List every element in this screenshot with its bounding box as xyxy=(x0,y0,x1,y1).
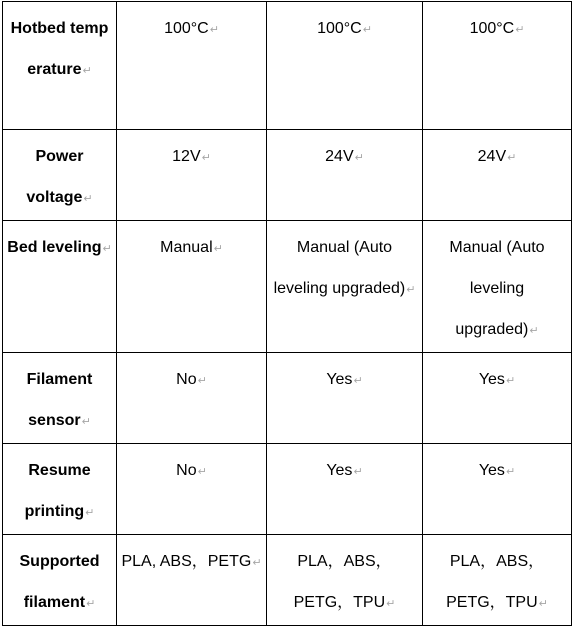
cell-value: 100°C xyxy=(164,20,209,37)
cell-value: Yes xyxy=(478,462,505,479)
row-label: Power voltage xyxy=(26,148,84,206)
row-label: Supported filament xyxy=(19,553,100,611)
value-cell xyxy=(423,353,572,444)
table-row-bed-leveling xyxy=(3,221,572,353)
paragraph-mark-icon: ↵ xyxy=(507,152,517,164)
paragraph-mark-icon: ↵ xyxy=(515,24,525,36)
paragraph-mark-icon: ↵ xyxy=(197,375,207,387)
row-label-cell xyxy=(3,353,117,444)
cell-value: Yes xyxy=(326,371,353,388)
table-row-resume-printing xyxy=(3,444,572,535)
value-cell xyxy=(267,221,423,353)
paragraph-mark-icon: ↵ xyxy=(85,507,95,519)
paragraph-mark-icon: ↵ xyxy=(406,284,416,296)
table-row-filament-sensor xyxy=(3,353,572,444)
paragraph-mark-icon: ↵ xyxy=(197,466,207,478)
row-label-cell xyxy=(3,221,117,353)
value-cell xyxy=(423,444,572,535)
paragraph-mark-icon: ↵ xyxy=(102,243,112,255)
paragraph-mark-icon: ↵ xyxy=(353,375,363,387)
paragraph-mark-icon: ↵ xyxy=(354,152,364,164)
cell-value: 12V xyxy=(172,148,201,165)
table-row-supported-filament xyxy=(3,535,572,626)
paragraph-mark-icon: ↵ xyxy=(362,24,372,36)
paragraph-mark-icon: ↵ xyxy=(529,325,539,337)
value-cell xyxy=(117,444,267,535)
row-label: Filament sensor xyxy=(26,371,93,429)
row-label: Resume printing xyxy=(24,462,91,520)
cell-value: Manual (Auto leveling upgraded) xyxy=(273,239,406,297)
paragraph-mark-icon: ↵ xyxy=(81,416,91,428)
paragraph-mark-icon: ↵ xyxy=(201,152,211,164)
row-label: Hotbed temperature xyxy=(10,20,109,78)
paragraph-mark-icon: ↵ xyxy=(86,598,96,610)
cell-value: Manual xyxy=(160,239,213,256)
value-cell xyxy=(423,130,572,221)
paragraph-mark-icon: ↵ xyxy=(83,193,93,205)
value-cell xyxy=(117,221,267,353)
spec-comparison-table xyxy=(2,1,572,626)
cell-value: 100°C xyxy=(317,20,362,37)
row-label-cell xyxy=(3,130,117,221)
value-cell xyxy=(267,130,423,221)
cell-value: Manual (Auto leveling upgraded) xyxy=(449,239,545,338)
paragraph-mark-icon: ↵ xyxy=(538,598,548,610)
paragraph-mark-icon: ↵ xyxy=(505,375,516,387)
paragraph-mark-icon: ↵ xyxy=(213,243,223,255)
paragraph-mark-icon: ↵ xyxy=(209,24,219,36)
cell-value: No xyxy=(176,371,197,388)
cell-value: No xyxy=(176,462,197,479)
cell-value: PLA，ABS，PETG，TPU xyxy=(446,553,545,611)
table-row-hotbed-temperature xyxy=(3,2,572,130)
cell-value: Yes xyxy=(326,462,353,479)
paragraph-mark-icon: ↵ xyxy=(386,598,396,610)
paragraph-mark-icon: ↵ xyxy=(353,466,363,478)
cell-value: 24V xyxy=(325,148,354,165)
value-cell xyxy=(267,2,423,130)
table-row-power-voltage xyxy=(3,130,572,221)
row-label-cell xyxy=(3,444,117,535)
cell-value: PLA, ABS，PETG xyxy=(121,553,252,570)
paragraph-mark-icon: ↵ xyxy=(252,557,262,569)
value-cell xyxy=(267,535,423,626)
value-cell xyxy=(267,353,423,444)
cell-value: PLA，ABS，PETG，TPU xyxy=(293,553,392,611)
value-cell xyxy=(117,2,267,130)
value-cell xyxy=(117,535,267,626)
row-label-cell xyxy=(3,535,117,626)
row-label: Bed leveling xyxy=(7,239,102,256)
value-cell xyxy=(423,221,572,353)
paragraph-mark-icon: ↵ xyxy=(505,466,516,478)
cell-value: 100°C xyxy=(469,20,515,37)
value-cell xyxy=(117,353,267,444)
cell-value: 24V xyxy=(477,148,507,165)
cell-value: Yes xyxy=(478,371,505,388)
paragraph-mark-icon: ↵ xyxy=(82,65,92,77)
row-label-cell xyxy=(3,2,117,130)
value-cell xyxy=(423,2,572,130)
value-cell xyxy=(117,130,267,221)
value-cell xyxy=(267,444,423,535)
value-cell xyxy=(423,535,572,626)
